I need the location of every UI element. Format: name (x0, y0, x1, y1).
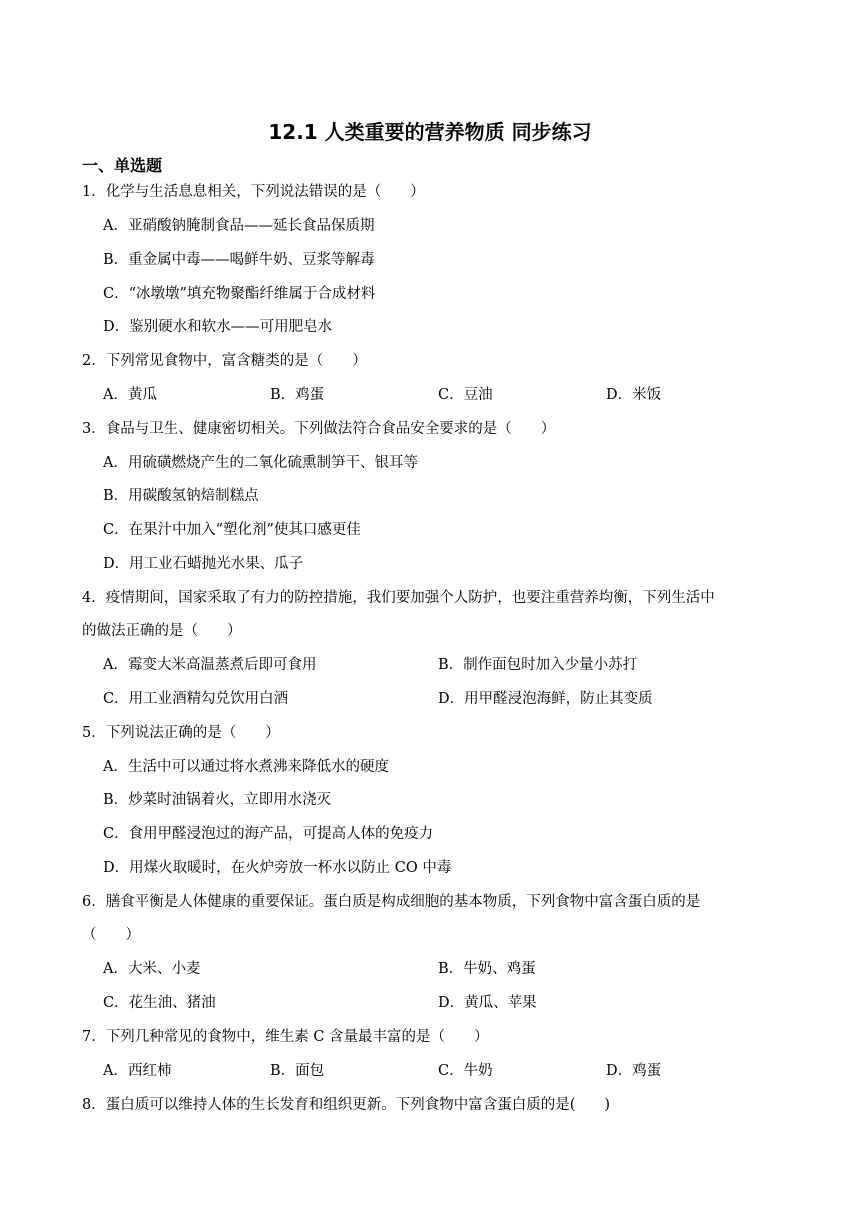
question-2-option-c: C．豆油 (438, 387, 493, 403)
question-5-stem: 5．下列说法正确的是（ ） (82, 725, 280, 741)
question-5-option-b: B．炒菜时油锅着火，立即用水浇灭 (103, 792, 332, 808)
question-2-stem: 2．下列常见食物中，富含糖类的是（ ） (82, 353, 367, 369)
question-2-option-b: B．鸡蛋 (270, 387, 325, 403)
question-2-option-d: D．米饭 (606, 387, 662, 403)
question-4-stem: 4．疫情期间，国家采取了有力的防控措施，我们要加强个人防护，也要注重营养均衡，下列生活中 (82, 590, 715, 606)
question-7-option-d: D．鸡蛋 (606, 1063, 662, 1079)
question-7-option-c: C．牛奶 (438, 1063, 493, 1079)
question-4-option-b: B．制作面包时加入少量小苏打 (438, 657, 638, 673)
question-3-stem: 3．食品与卫生、健康密切相关。下列做法符合食品安全要求的是（ ） (82, 421, 556, 437)
question-7-option-a: A．西红柿 (103, 1063, 172, 1079)
page-title: 12.1 人类重要的营养物质 同步练习 (268, 120, 592, 144)
question-8-stem: 8．蛋白质可以维持人体的生长发育和组织更新。下列食物中富含蛋白质的是( ) (82, 1097, 611, 1113)
question-1-option-c: C．“冰墩墩”填充物聚酯纤维属于合成材料 (103, 286, 376, 302)
question-4-option-c: C．用工业酒精勾兑饮用白酒 (103, 691, 289, 707)
question-3-option-a: A．用硫磺燃烧产生的二氧化硫熏制笋干、银耳等 (103, 455, 418, 471)
question-1-option-b: B．重金属中毒——喝鲜牛奶、豆浆等解毒 (103, 252, 375, 268)
question-7-stem: 7．下列几种常见的食物中，维生素 C 含量最丰富的是（ ） (82, 1029, 489, 1045)
section-heading: 一、单选题 (82, 156, 163, 175)
question-1-stem: 1．化学与生活息息相关，下列说法错误的是（ ） (82, 184, 425, 200)
question-4-stem-continued: 的做法正确的是（ ） (82, 623, 242, 639)
question-6-option-b: B．牛奶、鸡蛋 (438, 961, 536, 977)
question-2-option-a: A．黄瓜 (103, 387, 157, 403)
question-5-option-c: C．食用甲醛浸泡过的海产品，可提高人体的免疫力 (103, 826, 434, 842)
question-3-option-b: B．用碳酸氢钠焙制糕点 (103, 488, 259, 504)
question-6-option-c: C．花生油、猪油 (103, 995, 216, 1011)
question-6-option-a: A．大米、小麦 (103, 961, 201, 977)
question-4-option-d: D．用甲醛浸泡海鲜，防止其变质 (438, 691, 653, 707)
question-6-stem: 6．膳食平衡是人体健康的重要保证。蛋白质是构成细胞的基本物质，下列食物中富含蛋白质的是 (82, 894, 701, 910)
question-3-option-d: D．用工业石蜡抛光水果、瓜子 (103, 556, 304, 572)
question-1-option-a: A．亚硝酸钠腌制食品——延长食品保质期 (103, 218, 375, 234)
question-6-stem-continued: （ ） (82, 927, 140, 943)
question-5-option-a: A．生活中可以通过将水煮沸来降低水的硬度 (103, 759, 389, 775)
question-4-option-a: A．霉变大米高温蒸煮后即可食用 (103, 657, 317, 673)
question-1-option-d: D．鉴别硬水和软水——可用肥皂水 (103, 319, 333, 335)
question-6-option-d: D．黄瓜、苹果 (438, 995, 537, 1011)
question-3-option-c: C．在果汁中加入“塑化剂”使其口感更佳 (103, 522, 361, 538)
question-5-option-d: D．用煤火取暖时，在火炉旁放一杯水以防止 CO 中毒 (103, 860, 452, 876)
question-7-option-b: B．面包 (270, 1063, 325, 1079)
